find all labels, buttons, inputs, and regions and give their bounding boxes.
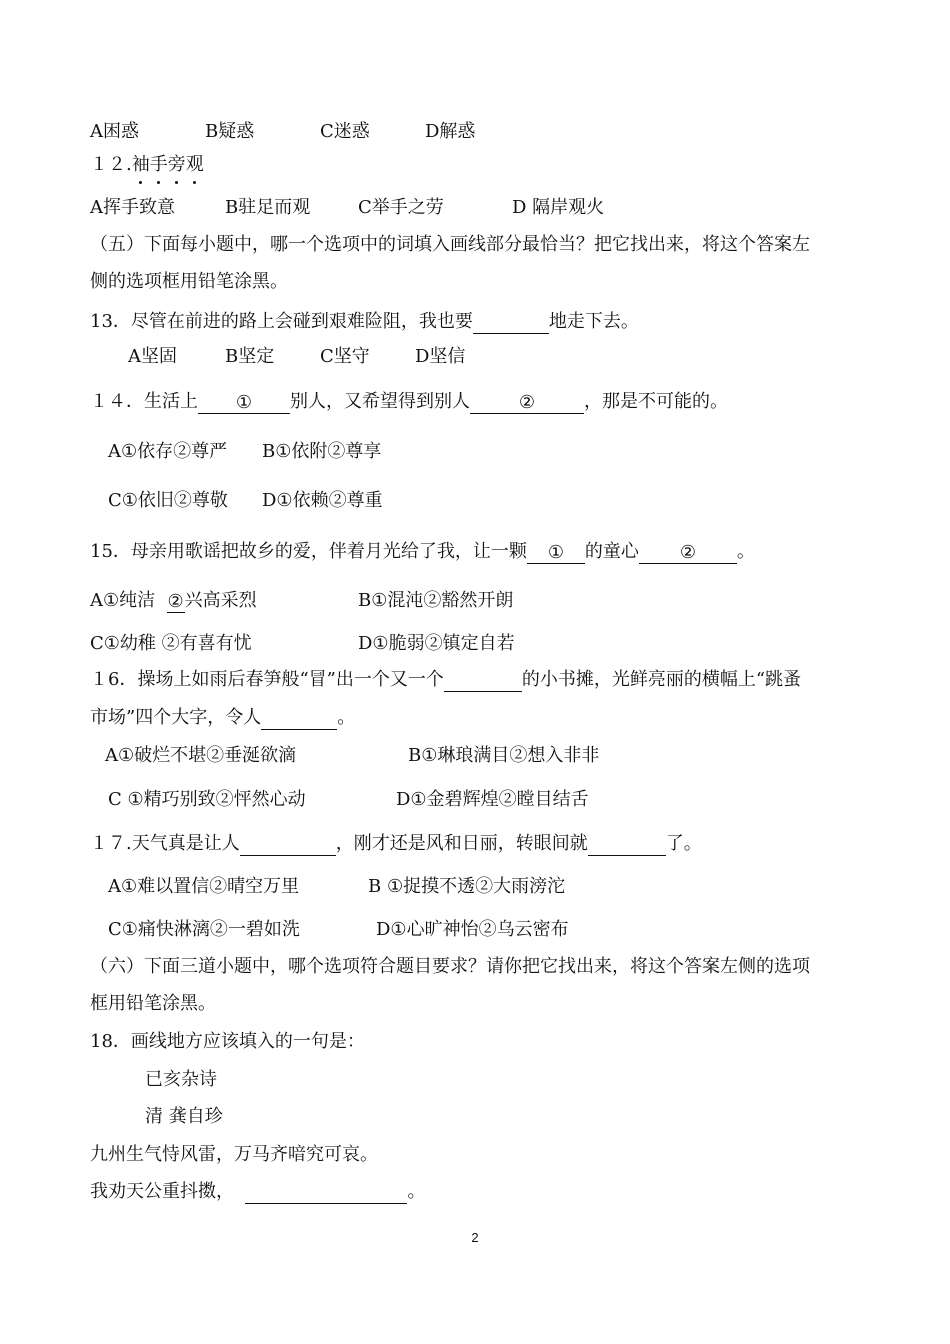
q16-question-line1: １6．操场上如雨后春笋般“冒”出一个又一个 的小书摊，光鲜亮丽的横幅上“跳蚤 — [90, 669, 802, 690]
q13-question: 13．尽管在前进的路上会碰到艰难险阻，我也要 地走下去。 — [90, 311, 639, 332]
q14-blank-2: ② — [470, 391, 584, 414]
q16-option-d: D①金碧辉煌②瞠目结舌 — [396, 789, 589, 810]
q13-option-c: C坚守 — [320, 346, 370, 367]
q11-option-d: D解惑 — [425, 121, 476, 142]
q11-option-a: A困惑 — [90, 121, 139, 142]
q15-blank-1: ① — [527, 541, 585, 564]
q11-option-c: C迷惑 — [320, 121, 370, 142]
section5-instruction-line2: 侧的选项框用铅笔涂黑。 — [90, 271, 288, 292]
q13-option-d: D坚信 — [415, 346, 466, 367]
q15-option-b: B①混沌②豁然开朗 — [358, 590, 514, 611]
q17-option-c: C①痛快淋漓②一碧如洗 — [108, 919, 300, 940]
q15-option-a: A①纯洁 ②兴高采烈 — [90, 590, 257, 612]
poem-title: 已亥杂诗 — [145, 1069, 217, 1090]
q12-option-a: A挥手致意 — [90, 197, 175, 218]
q14-option-d: D①依赖②尊重 — [262, 490, 383, 511]
q17-blank-2 — [588, 833, 666, 856]
q13-blank — [473, 311, 549, 334]
q14-option-b: B①依附②尊享 — [262, 441, 382, 462]
poem-line-1: 九州生气恃风雷，万马齐喑究可哀。 — [90, 1144, 378, 1165]
page-number: 2 — [471, 1230, 479, 1245]
q15-blank-2: ② — [639, 541, 737, 564]
q17-blank-1 — [240, 833, 336, 856]
q14-blank-1: ① — [198, 391, 290, 414]
poem-author: 清 龚自珍 — [145, 1106, 223, 1127]
q14-question: １４．生活上 ① 别人，又希望得到别人 ② ，那是不可能的。 — [90, 391, 728, 413]
q18-answer-blank — [245, 1181, 407, 1204]
q12-number: １２. — [90, 154, 132, 175]
q12-question — [90, 153, 204, 177]
q16-blank-2 — [261, 707, 337, 730]
q15-question: 15．母亲用歌谣把故乡的爱，伴着月光给了我，让一颗 ① 的童心 ② 。 — [90, 541, 755, 563]
q17-option-b: B ①捉摸不透②大雨滂沱 — [368, 876, 566, 897]
q17-option-d: D①心旷神怡②乌云密布 — [376, 919, 569, 940]
q16-question-line2: 市场”四个大字，令人 。 — [90, 707, 356, 728]
section5-instruction-line1: （五）下面每小题中，哪一个选项中的词填入画线部分最恰当？把它找出来，将这个答案左 — [90, 234, 810, 255]
q17-option-a: A①难以置信②晴空万里 — [108, 876, 300, 897]
q17-question: １７.天气真是让人 ，刚才还是风和日丽，转眼间就 了。 — [90, 833, 702, 854]
q15-option-c: C①幼稚 ②有喜有忧 — [90, 633, 252, 654]
q12-option-c: C举手之劳 — [358, 197, 444, 218]
q16-blank-1 — [444, 669, 522, 692]
q14-option-a: A①依存②尊严 — [108, 441, 228, 462]
q13-option-b: B坚定 — [225, 346, 275, 367]
q14-option-c: C①依旧②尊敬 — [108, 490, 228, 511]
q16-option-b: B①琳琅满目②想入非非 — [408, 745, 600, 766]
q16-option-a: A①破烂不堪②垂涎欲滴 — [105, 745, 297, 766]
section6-instruction-line1: （六）下面三道小题中，哪个选项符合题目要求？请你把它找出来，将这个答案左侧的选项 — [90, 956, 810, 977]
q11-option-b: B疑惑 — [205, 121, 255, 142]
q12-dotted-word: 袖手旁观 — [131, 154, 204, 175]
section6-instruction-line2: 框用铅笔涂黑。 — [90, 993, 216, 1014]
q12-option-d: D 隔岸观火 — [512, 197, 605, 218]
q18-prompt: 18．画线地方应该填入的一句是： — [90, 1031, 365, 1052]
q13-option-a: A坚固 — [128, 346, 177, 367]
q16-option-c: C ①精巧别致②怦然心动 — [108, 789, 306, 810]
poem-line-2: 我劝天公重抖擞， 。 — [90, 1181, 426, 1202]
q15-option-d: D①脆弱②镇定自若 — [358, 633, 515, 654]
q12-option-b: B驻足而观 — [225, 197, 311, 218]
